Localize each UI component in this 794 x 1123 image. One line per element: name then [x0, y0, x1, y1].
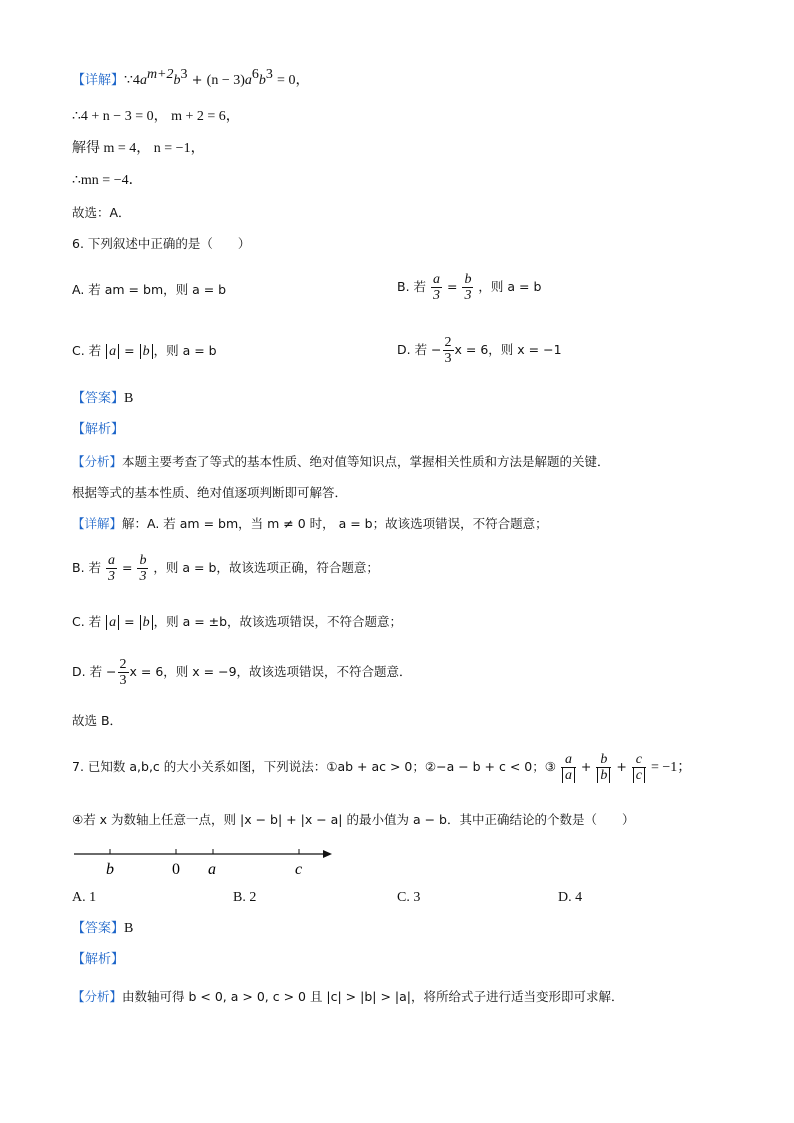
detail-tag: 【详解】 — [72, 73, 125, 88]
q6-answer: 【答案】B — [72, 391, 134, 406]
q7-stem: 7. 已知数 a,b,c 的大小关系如图，下列说法：①ab + ac > 0；②−a − b + c < 0；③ $\frac{a}{a}$ + $\frac{b}{b}$ + $\frac{c}{c}$ = −1； — [72, 752, 692, 783]
q6-detail-d: D. 若 − $\frac{2}{3}$ x = 6，则 x = −9，故该选项错误，不符合题意． — [72, 657, 412, 688]
label-0: 0 — [172, 861, 180, 878]
label-c: c — [295, 861, 303, 878]
q6-analysis-2: 根据等式的基本性质、绝对值逐项判断即可解答． — [72, 485, 348, 500]
number-line-arrow — [323, 850, 332, 858]
q7-option-b: B. 2 — [233, 890, 257, 905]
q7-stem-2: ④若 x 为数轴上任意一点，则 |x − b| + |x − a| 的最小值为 a − b．其中正确结论的个数是（ ） — [72, 812, 635, 827]
q5-detail-line1: 【详解】$\because 4a^{m+2}b^3 + (n - 3)a^6b^3 = 0$， — [72, 67, 310, 88]
q5-detail-line4: ∴mn = −4． — [72, 173, 143, 188]
q7-option-d: D. 4 — [558, 890, 583, 905]
number-line — [70, 842, 340, 882]
q6-option-b: B. 若 $\frac{a}{3}$ = $\frac{b}{3}$ ，则 a = b — [397, 272, 542, 303]
q6-analysis: 【分析】本题主要考查了等式的基本性质、绝对值等知识点，掌握相关性质和方法是解题的关键． — [72, 454, 610, 469]
q6-stem: 6. 下列叙述中正确的是（ ） — [72, 236, 251, 251]
q6-option-a: A. 若 am = bm，则 a = b — [72, 282, 227, 297]
q5-conclusion: 故选：A． — [72, 205, 131, 220]
q6-option-d: D. 若 − $\frac{2}{3}$ x = 6，则 x = −1 — [397, 335, 562, 366]
q7-option-c: C. 3 — [397, 890, 421, 905]
q7-analysis: 【分析】由数轴可得 b < 0, a > 0, c > 0 且 |c| > |b| > |a|，将所给式子进行适当变形即可求解． — [72, 989, 624, 1004]
q7-analysis-label: 【解析】 — [72, 952, 125, 967]
q6-detail-a: 【详解】解：A. 若 am = bm，当 m ≠ 0 时， a = b；故该选项错误，不符合题意； — [72, 516, 548, 531]
q5-detail-line3: 解得 m = 4， n = −1， — [72, 141, 205, 156]
label-b: b — [106, 861, 114, 878]
q6-option-c: C. 若 a = b ，则 a = b — [72, 343, 217, 359]
q7-answer: 【答案】B — [72, 921, 134, 936]
q6-detail-b: B. 若 $\frac{a}{3}$ = $\frac{b}{3}$ ，则 a = b，故该选项正确，符合题意； — [72, 553, 379, 584]
label-a: a — [208, 861, 216, 878]
q6-conclusion: 故选 B． — [72, 713, 123, 728]
q6-detail-c: C. 若 a = b ，则 a = ±b，故该选项错误，不符合题意； — [72, 614, 403, 630]
q7-option-a: A. 1 — [72, 890, 97, 905]
q6-analysis-label: 【解析】 — [72, 422, 125, 437]
q5-detail-line2: ∴4 + n − 3 = 0， m + 2 = 6， — [72, 109, 240, 124]
